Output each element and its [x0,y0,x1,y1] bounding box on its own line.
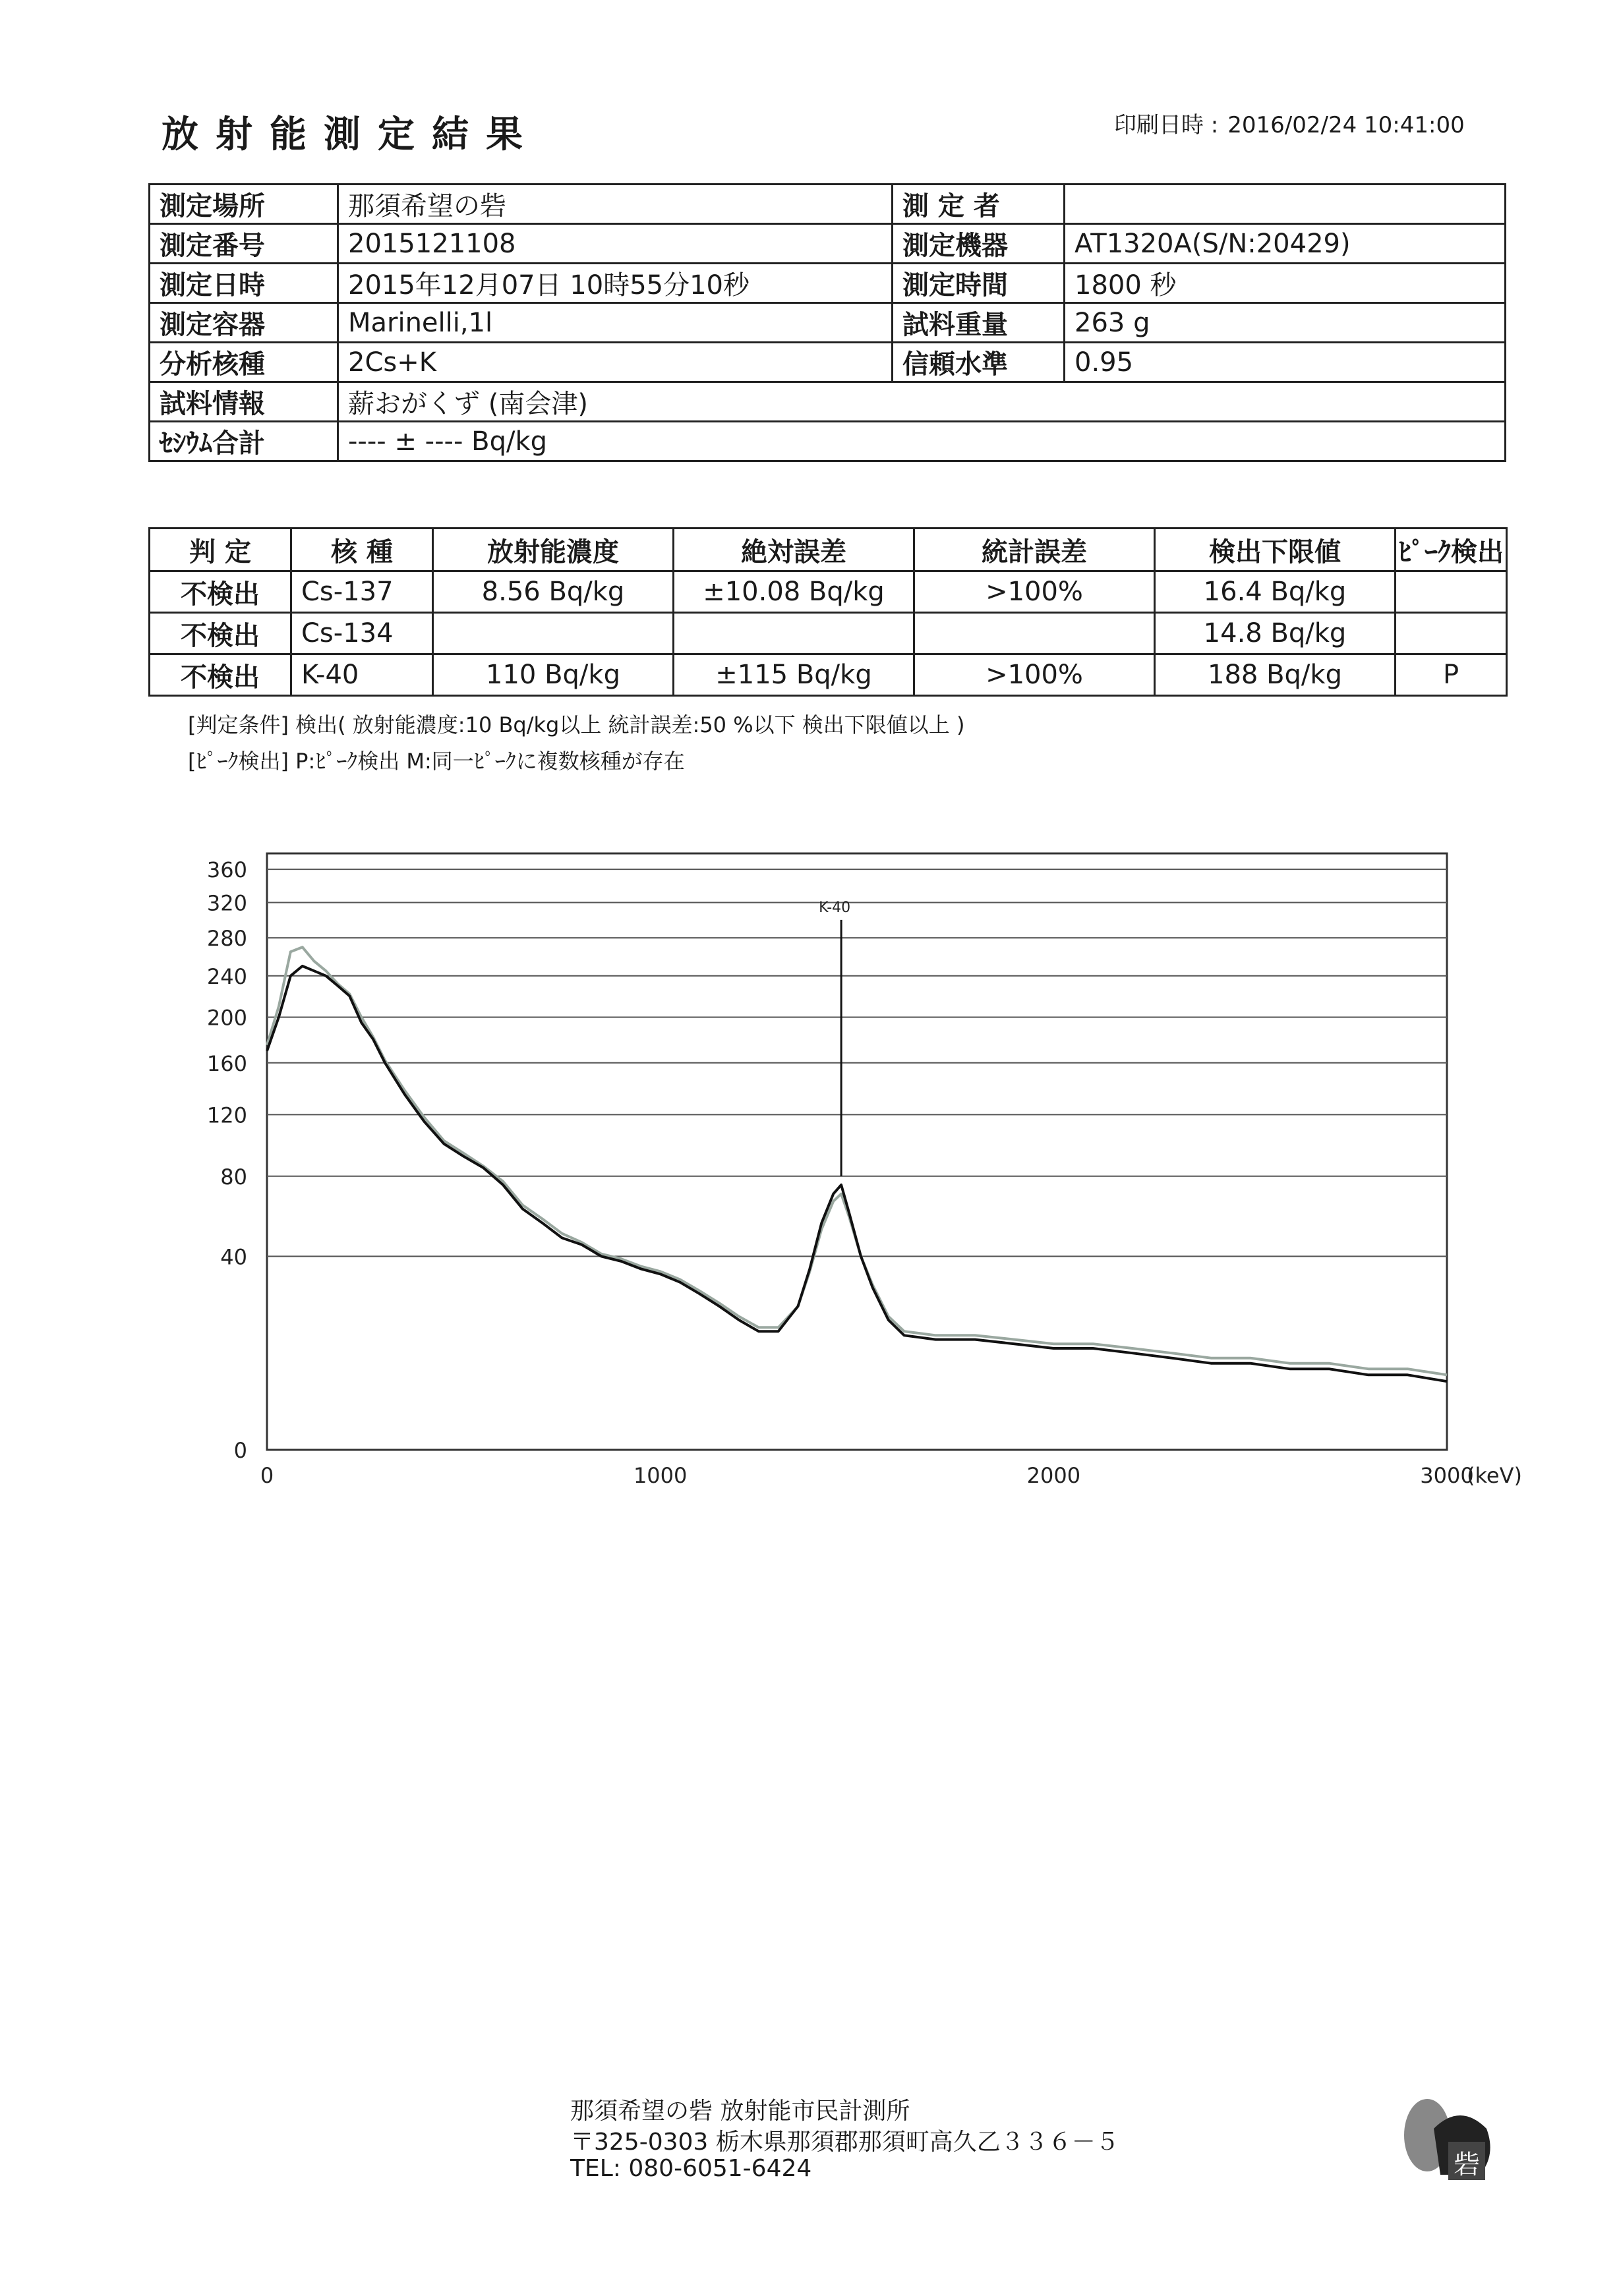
table-cell: ±10.08 Bq/kg [674,571,914,613]
column-header: 放射能濃度 [433,529,674,571]
info-key: 試料重量 [893,303,1065,343]
table-cell: ±115 Bq/kg [674,654,914,696]
info-key: 測定日時 [150,264,338,303]
table-cell [674,613,914,654]
table-cell: 不検出 [150,571,291,613]
info-value: 那須希望の砦 [338,185,893,224]
print-time-label: 印刷日時 : [1114,112,1219,138]
judgement-condition-note: [判定条件] 検出( 放射能濃度:10 Bq/kg以上 統計誤差:50 %以下 検出下限値以上 ) [188,712,965,737]
info-key: 分析核種 [150,343,338,382]
spectrum-series-line [267,966,1447,1381]
info-row [150,303,1506,343]
table-cell: K-40 [291,654,433,696]
table-cell: Cs-134 [291,613,433,654]
info-row [150,224,1506,264]
results-table [148,527,1508,697]
info-row [150,264,1506,303]
info-value: 薪おがくず (南会津) [338,382,1506,422]
table-cell [914,613,1155,654]
column-header: 絶対誤差 [674,529,914,571]
footer-org: 那須希望の砦 放射能市民計測所 [570,2098,910,2125]
table-cell: 110 Bq/kg [433,654,674,696]
table-cell: 不検出 [150,613,291,654]
y-tick-label: 0 [233,1438,247,1463]
y-tick-label: 360 [206,857,247,883]
y-tick-label: 160 [206,1050,247,1076]
x-tick-label: 3000 [1420,1463,1474,1488]
y-tick-label: 120 [206,1103,247,1128]
table-row [150,571,1507,613]
print-timestamp [1114,107,1465,139]
table-row [150,613,1507,654]
info-key: ｾｼｳﾑ合計 [150,422,338,461]
info-value: 2015121108 [338,224,893,264]
y-tick-label: 320 [206,890,247,916]
y-tick-label: 80 [220,1164,247,1190]
x-tick-label: 0 [260,1463,274,1488]
info-value: 2015年12月07日 10時55分10秒 [338,264,893,303]
table-cell [1396,613,1507,654]
spectrum-chart [171,837,1556,1496]
y-tick-label: 40 [220,1244,247,1270]
y-tick-label: 280 [206,926,247,952]
column-header: 検出下限値 [1155,529,1396,571]
table-cell: >100% [914,571,1155,613]
info-row [150,343,1506,382]
page-title: 放射能測定結果 [162,113,540,156]
info-key: 試料情報 [150,382,338,422]
column-header: ﾋﾟｰｸ検出 [1396,529,1507,571]
info-value: 1800 秒 [1065,264,1506,303]
x-tick-label: 2000 [1026,1463,1081,1488]
print-time-value: 2016/02/24 10:41:00 [1227,112,1465,138]
table-cell: 188 Bq/kg [1155,654,1396,696]
spectrum-series-line [267,947,1447,1375]
table-cell: Cs-137 [291,571,433,613]
x-axis-unit-label: (keV) [1467,1463,1522,1488]
table-cell: 不検出 [150,654,291,696]
peak-detection-note: [ﾋﾟｰｸ検出] P:ﾋﾟｰｸ検出 M:同一ﾋﾟｰｸに複数核種が存在 [188,749,685,774]
y-tick-label: 200 [206,1005,247,1031]
info-row [150,422,1506,461]
info-value [1065,185,1506,224]
footer-phone: TEL: 080-6051-6424 [570,2155,812,2182]
info-row [150,382,1506,422]
table-cell: 16.4 Bq/kg [1155,571,1396,613]
info-key: 測定番号 [150,224,338,264]
info-key: 測定容器 [150,303,338,343]
info-value: 2Cs+K [338,343,893,382]
table-cell [433,613,674,654]
organization-logo-icon [1388,2089,1519,2188]
info-key: 測 定 者 [893,185,1065,224]
info-row [150,185,1506,224]
table-cell: 8.56 Bq/kg [433,571,674,613]
measurement-info-table [148,183,1506,462]
footer-address: 〒325-0303 栃木県那須郡那須町高久乙３３６－５ [570,2129,1119,2156]
info-value: ---- ± ---- Bq/kg [338,422,1506,461]
info-key: 信頼水準 [893,343,1065,382]
column-header: 核 種 [291,529,433,571]
table-cell [1396,571,1507,613]
info-key: 測定場所 [150,185,338,224]
info-value: Marinelli,1l [338,303,893,343]
table-cell: P [1396,654,1507,696]
info-value: 263 g [1065,303,1506,343]
table-row [150,654,1507,696]
info-value: AT1320A(S/N:20429) [1065,224,1506,264]
results-header-row [150,529,1507,571]
info-key: 測定機器 [893,224,1065,264]
y-tick-label: 240 [206,963,247,989]
info-value: 0.95 [1065,343,1506,382]
peak-marker-label: K-40 [819,899,851,916]
column-header: 判 定 [150,529,291,571]
column-header: 統計誤差 [914,529,1155,571]
table-cell: 14.8 Bq/kg [1155,613,1396,654]
info-key: 測定時間 [893,264,1065,303]
table-cell: >100% [914,654,1155,696]
logo-text: 砦 [1454,2150,1480,2180]
x-tick-label: 1000 [633,1463,688,1488]
